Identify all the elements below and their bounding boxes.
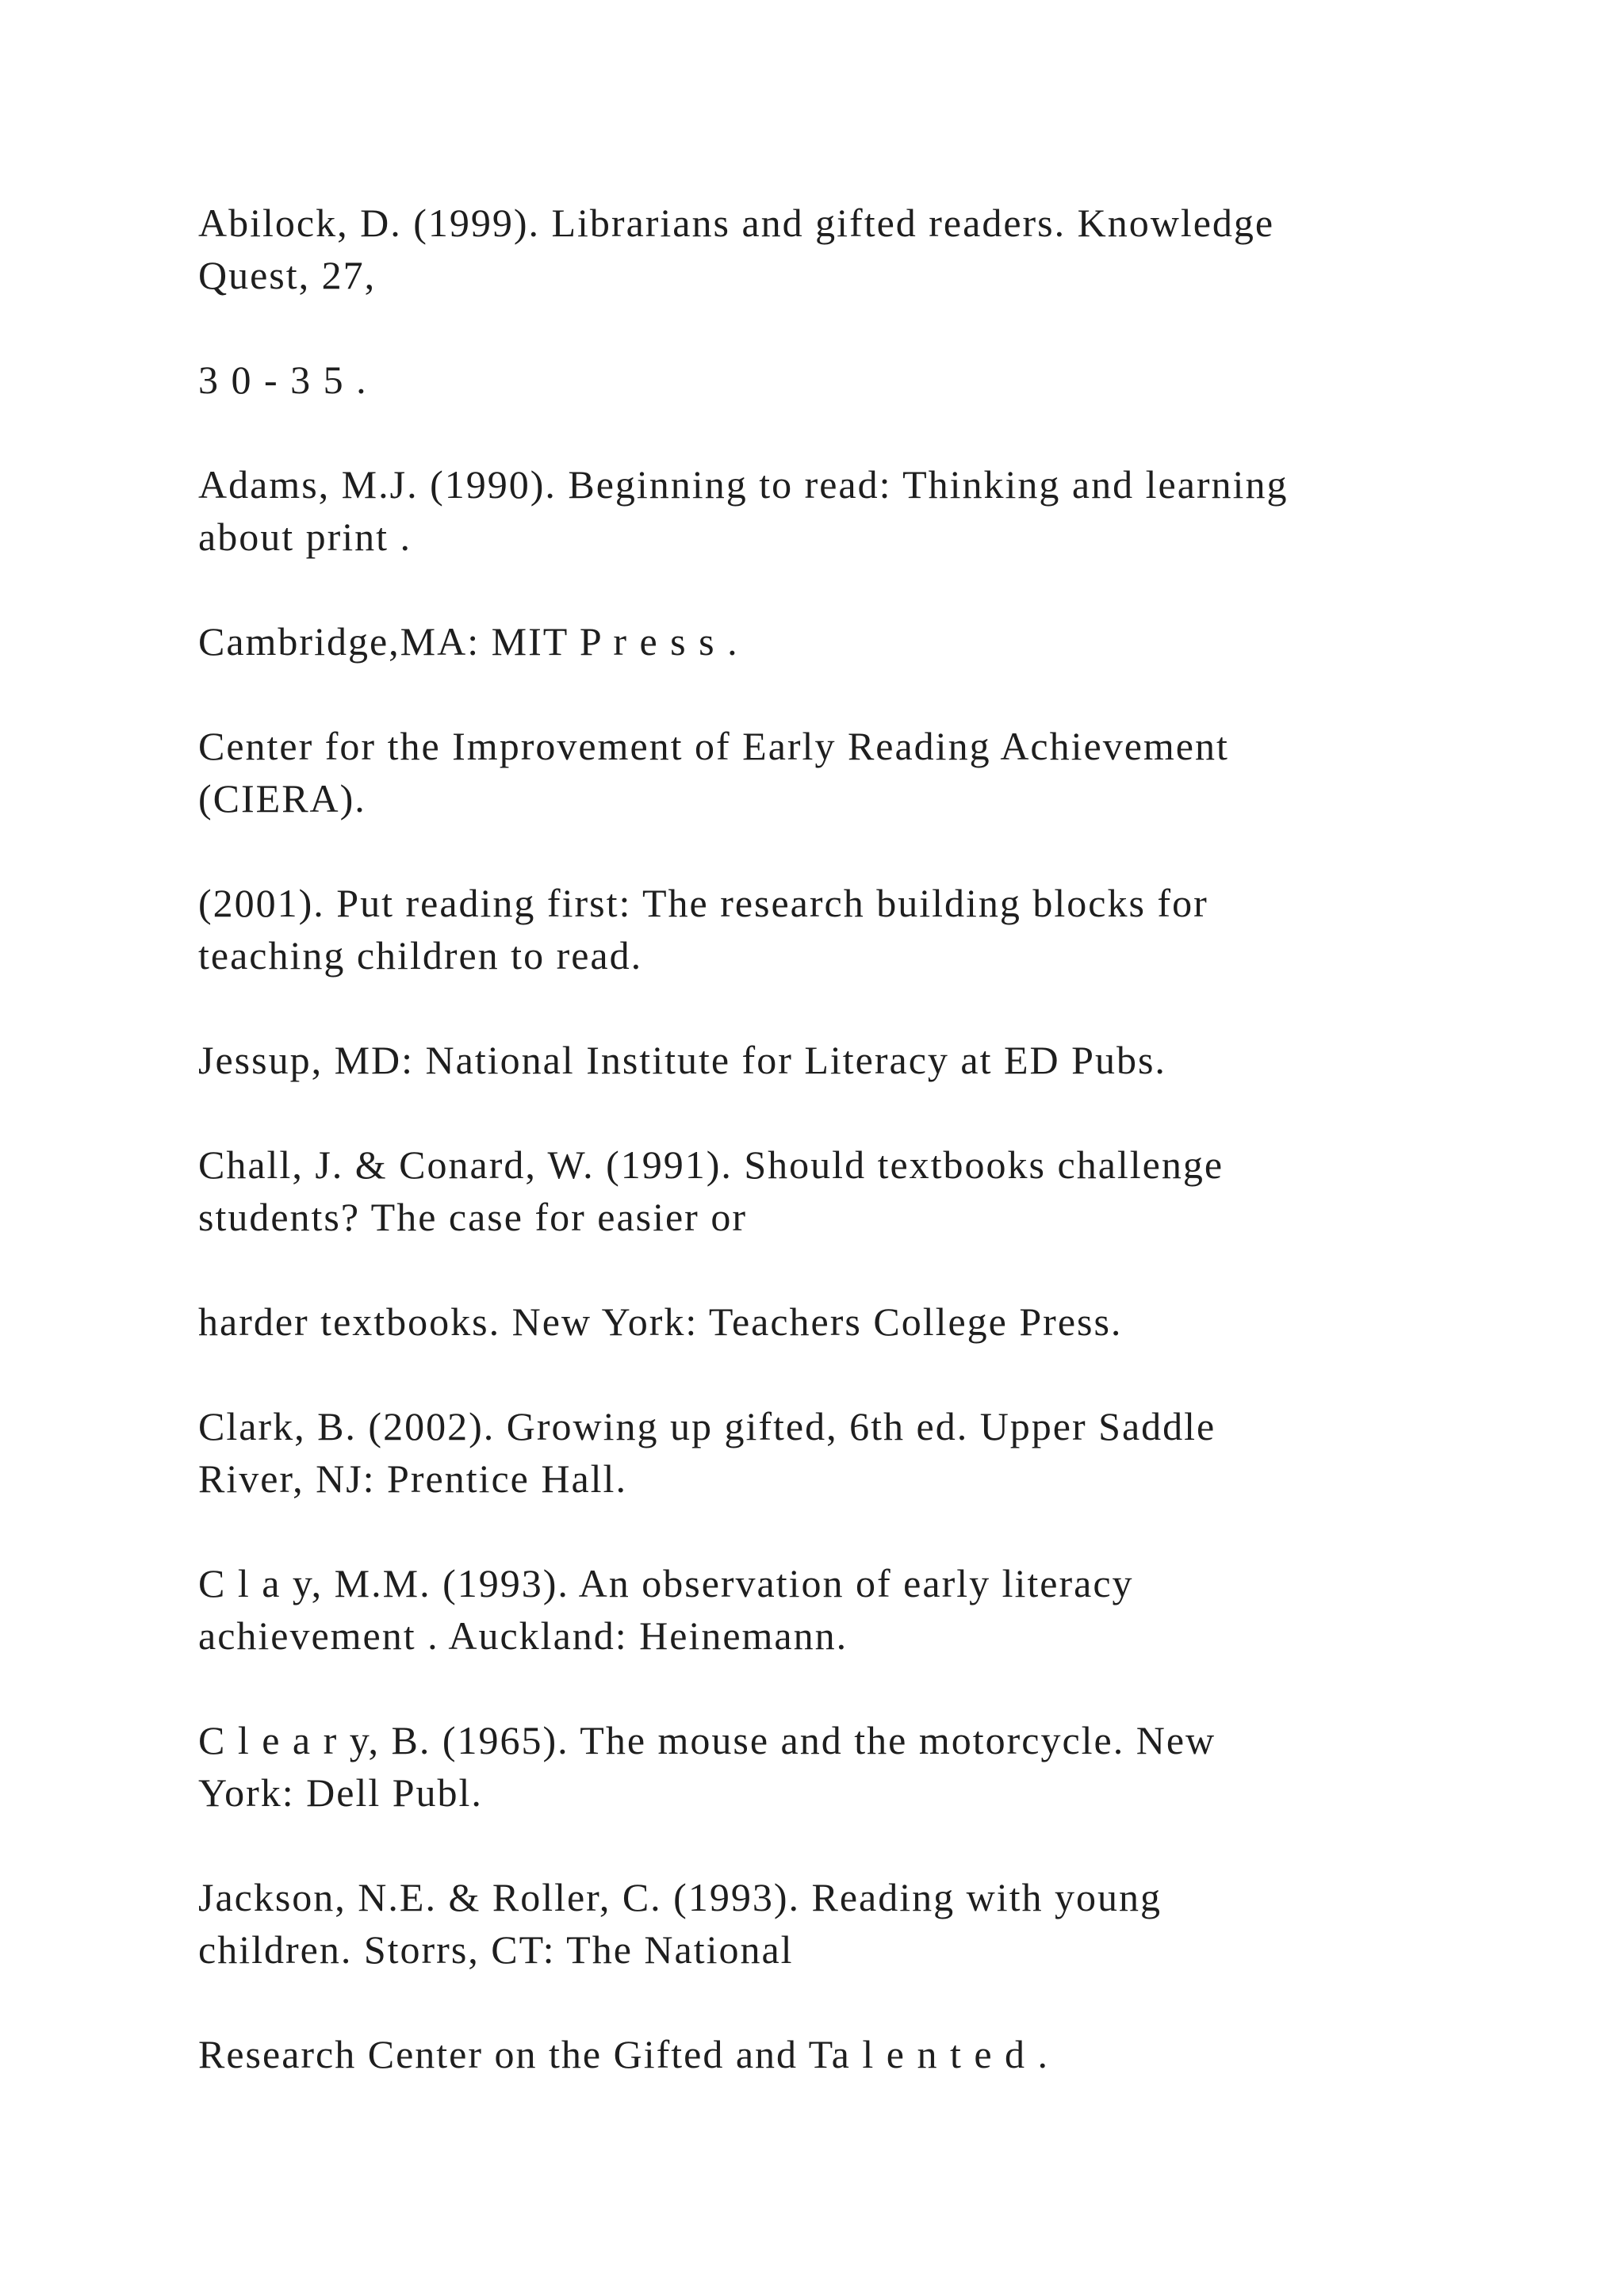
reference-paragraph: Clark, B. (2002). Growing up gifted, 6th ed. Upper Saddle River, NJ: Prentice Hall. bbox=[198, 1404, 1216, 1501]
reference-list bbox=[198, 197, 1435, 2133]
reference-paragraph: 3 0 - 3 5 . bbox=[198, 358, 368, 402]
reference-paragraph: Center for the Improvement of Early Reading Achievement (CIERA). bbox=[198, 724, 1229, 821]
reference-paragraph: Adams, M.J. (1990). Beginning to read: Thinking and learning about print . bbox=[198, 462, 1289, 559]
reference-paragraph: Abilock, D. (1999). Librarians and gifted readers. Knowledge Quest, 27, bbox=[198, 201, 1275, 297]
reference-paragraph: (2001). Put reading first: The research building blocks for teaching children to read. bbox=[198, 881, 1208, 978]
reference-paragraph: Jessup, MD: National Institute for Literacy at ED Pubs. bbox=[198, 1038, 1166, 1082]
reference-paragraph: Cambridge,MA: MIT P r e s s . bbox=[198, 619, 739, 664]
reference-paragraph: Jackson, N.E. & Roller, C. (1993). Reading with young children. Storrs, CT: The National bbox=[198, 1875, 1162, 1972]
reference-paragraph: C l e a r y, B. (1965). The mouse and the motorcycle. New York: Dell Publ. bbox=[198, 1718, 1216, 1815]
reference-paragraph: Research Center on the Gifted and Ta l e n t e d . bbox=[198, 2032, 1050, 2076]
reference-paragraph: harder textbooks. New York: Teachers College Press. bbox=[198, 1299, 1123, 1344]
reference-paragraph: Chall, J. & Conard, W. (1991). Should textbooks challenge students? The case for easier or bbox=[198, 1142, 1224, 1239]
reference-paragraph: C l a y, M.M. (1993). An observation of early literacy achievement . Auckland: Heinemann. bbox=[198, 1561, 1134, 1658]
